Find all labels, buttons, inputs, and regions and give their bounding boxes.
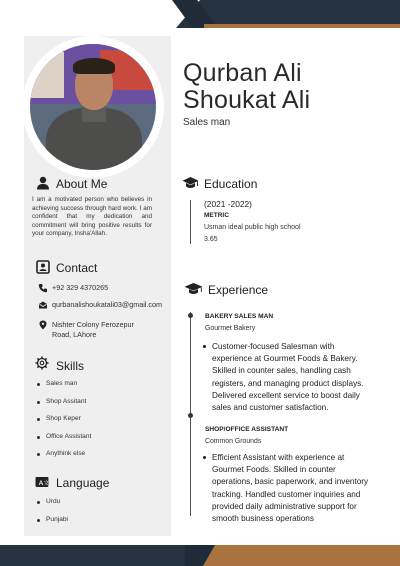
envelope-icon bbox=[38, 300, 48, 310]
job-description bbox=[203, 341, 373, 414]
list-item: Anythink else bbox=[36, 450, 91, 468]
graduation-cap-icon bbox=[184, 282, 203, 296]
list-item: Shop Assitant bbox=[36, 398, 91, 416]
job-company: Common Grounds bbox=[205, 438, 262, 445]
location-pin-icon bbox=[38, 320, 48, 330]
experience-title: Experience bbox=[208, 283, 269, 297]
job-description-text: Customer-focused Salesman with experience at Gourmet Foods & Bakery. Skilled in counter sales, handling cash registers, and managing product displays. Delivered excellent service to boost daily sales and customer satisfaction. bbox=[212, 342, 364, 413]
education-school: Usman ideal public high school bbox=[204, 224, 301, 231]
list-item: Shop Keper bbox=[36, 415, 91, 433]
gear-head-icon bbox=[35, 356, 49, 370]
profile-photo bbox=[30, 44, 156, 170]
timeline-dot bbox=[188, 413, 193, 418]
top-accent-band bbox=[204, 24, 400, 28]
svg-text:文: 文 bbox=[43, 481, 49, 487]
phone-number: +92 329 4370265 bbox=[52, 283, 109, 292]
timeline-dot bbox=[188, 313, 193, 318]
language-list bbox=[36, 498, 68, 533]
contact-title: Contact bbox=[56, 261, 98, 275]
phone-icon bbox=[38, 283, 48, 293]
education-degree: METRIC bbox=[204, 212, 229, 219]
education-title: Education bbox=[204, 177, 258, 191]
list-item: Urdu bbox=[36, 498, 68, 516]
address-text: Nishter Colony Ferozepur Road, LAhore bbox=[52, 320, 134, 339]
education-dates: (2021 -2022) bbox=[204, 199, 252, 209]
candidate-name: Qurban Ali Shoukat Ali bbox=[183, 59, 311, 114]
svg-text:A: A bbox=[38, 480, 44, 487]
contact-card-icon bbox=[36, 260, 50, 274]
job-company: Gourmet Bakery bbox=[205, 325, 256, 332]
bottom-accent-band bbox=[185, 545, 400, 566]
top-decor-wedge bbox=[0, 0, 200, 28]
skills-title: Skills bbox=[56, 359, 85, 373]
graduation-cap-icon bbox=[182, 176, 199, 190]
person-icon bbox=[36, 176, 50, 190]
about-text: I am a motivated person who believes in achieving success through hard work. I am confident that my dedication and commitment will bring positive results for your company, Insha'Allah. bbox=[32, 196, 152, 238]
candidate-role: Sales man bbox=[183, 117, 231, 128]
list-item: Punjabi bbox=[36, 516, 68, 534]
language-title: Language bbox=[56, 476, 110, 490]
job-description bbox=[203, 452, 373, 525]
job-description-text: Efficient Assistant with experience at Gourmet Foods. Skilled in counter operations, basic paperwork, and inventory tracking. Handled customer inquiries and provided daily administrative support for smooth business operations bbox=[212, 453, 369, 524]
education-timeline-line bbox=[190, 200, 191, 244]
language-translate-icon bbox=[35, 475, 49, 489]
list-item: Office Assistant bbox=[36, 433, 91, 451]
job-title: SHOP/OFFICE ASSISTANT bbox=[205, 426, 289, 433]
email-link[interactable]: qurbanalishoukatali03@gmail.com bbox=[52, 300, 162, 309]
education-gpa: 3.65 bbox=[204, 236, 218, 243]
list-item: Sales man bbox=[36, 380, 91, 398]
skills-list bbox=[36, 380, 91, 468]
job-title: BAKERY SALES MAN bbox=[205, 313, 274, 320]
about-title: About Me bbox=[56, 177, 108, 191]
